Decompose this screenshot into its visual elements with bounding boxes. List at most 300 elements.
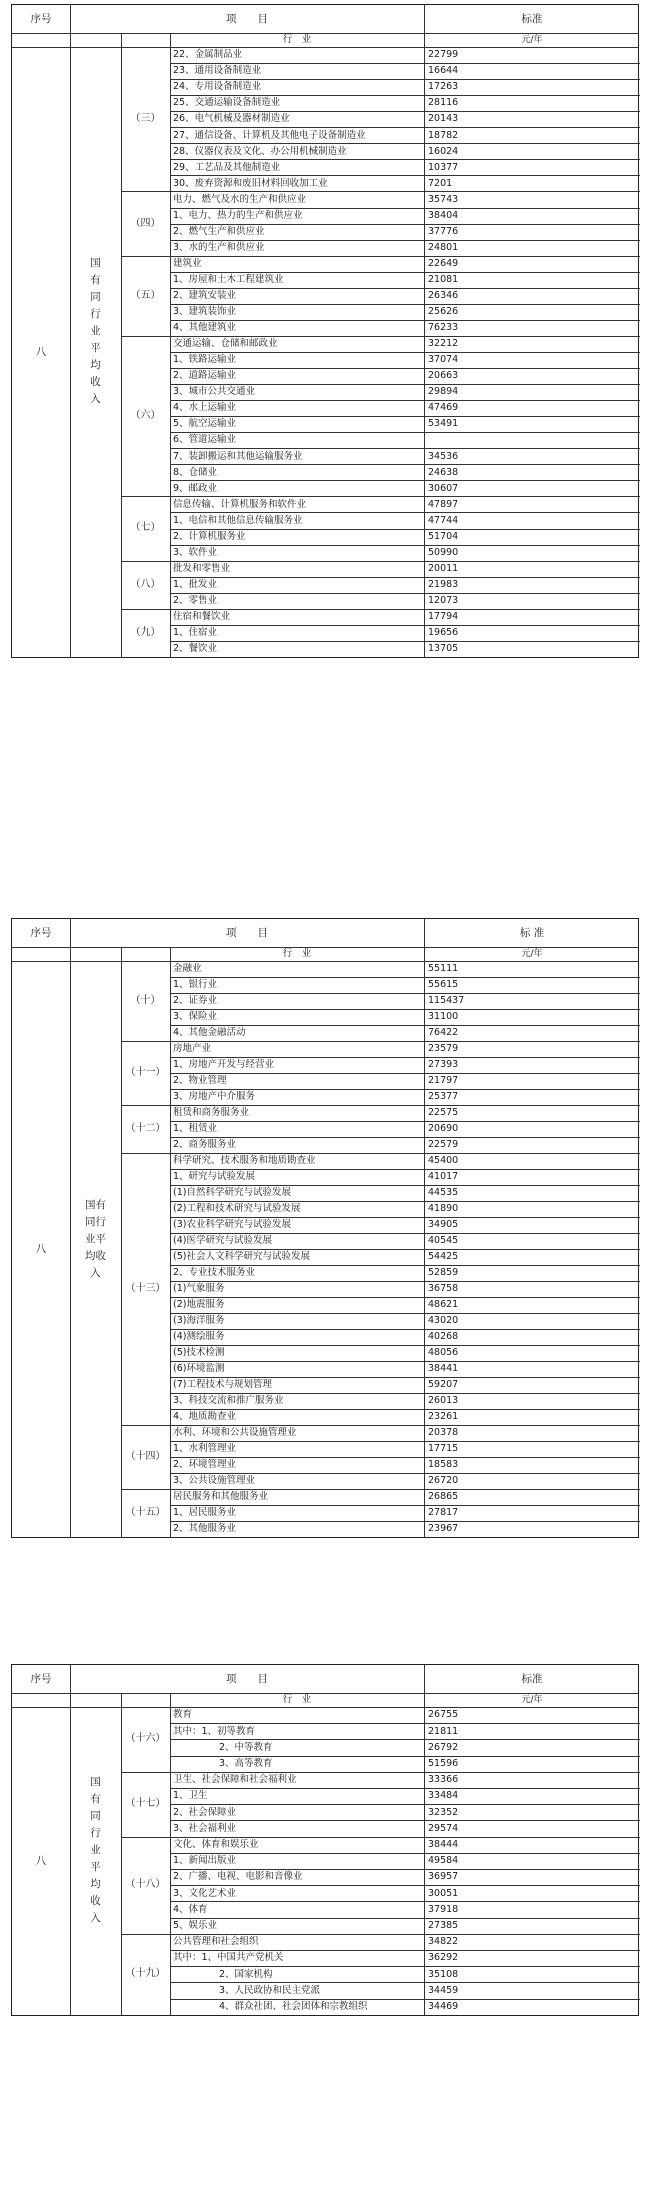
table-row-standard: 25626	[428, 306, 459, 318]
table-row-item: (1)自然科学研究与试验发展	[173, 1187, 291, 1199]
column-divider	[424, 5, 425, 657]
row-divider	[170, 63, 640, 64]
row-divider	[170, 1201, 640, 1202]
table-row-item: 教育	[173, 1709, 193, 1721]
table-row-item: 27、通信设备、计算机及其他电子设备制造业	[173, 129, 366, 141]
table-row-standard: 24801	[428, 241, 459, 253]
row-divider	[170, 240, 640, 241]
table-row-standard: 43020	[428, 1315, 459, 1327]
table-row-standard: 51704	[428, 530, 459, 542]
row-divider	[170, 143, 640, 144]
header-seq: 序号	[30, 926, 52, 939]
table-row-item: 3、城市公共交通业	[173, 386, 256, 398]
table-row-item: 1、电信和其他信息传输服务业	[173, 514, 303, 526]
table-row-item: 3、房地产中介服务	[173, 1091, 256, 1103]
row-divider	[170, 1918, 640, 1919]
row-divider	[170, 1233, 640, 1234]
group-label: （七）	[130, 522, 161, 534]
table-row-item: 4、其他建筑业	[173, 322, 237, 334]
section-label: 八	[35, 1242, 47, 1255]
table-row-item: 2、专业技术服务业	[173, 1267, 256, 1279]
table-row-item: 其中：1、初等教育	[173, 1725, 256, 1737]
row-divider	[170, 1361, 640, 1362]
row-divider	[170, 1982, 640, 1983]
table-row-item: (1)气象服务	[173, 1283, 225, 1295]
table-row-item: 2、物业管理	[173, 1075, 227, 1087]
row-divider	[12, 947, 638, 948]
table-row-item: 2、其他服务业	[173, 1523, 237, 1535]
category-vertical-label: 国有同行业平均收入	[90, 257, 101, 406]
table-row-standard: 23261	[428, 1411, 459, 1423]
column-divider	[121, 33, 122, 657]
table-row-item: 3、高等教育	[219, 1757, 273, 1769]
table-row-standard: 26755	[428, 1709, 459, 1721]
table-row-standard: 48056	[428, 1347, 459, 1359]
table-row-item: 3、水的生产和供应业	[173, 241, 265, 253]
table-row-item: 2、餐饮业	[173, 643, 218, 655]
table-row-standard: 55615	[428, 979, 459, 991]
table-row-item: 2、建筑安装业	[173, 290, 237, 302]
table-row-item: 1、铁路运输业	[173, 354, 237, 366]
row-divider	[170, 1345, 640, 1346]
column-divider	[170, 947, 171, 1537]
header-seq: 序号	[30, 12, 52, 25]
table-row-standard: 35743	[428, 193, 459, 205]
table-row-item: 2、国家机构	[219, 1968, 273, 1980]
table-row-item: 23、通用设备制造业	[173, 65, 262, 77]
group-label: （十五）	[125, 1507, 166, 1518]
header-industry: 行 业	[282, 948, 312, 960]
row-divider	[170, 416, 640, 417]
group-label: （四）	[130, 217, 161, 229]
row-divider	[170, 641, 640, 642]
table-row-item: 文化、体育和娱乐业	[173, 1838, 259, 1850]
row-divider	[170, 304, 640, 305]
table-row-standard: 27393	[428, 1059, 459, 1071]
row-divider	[170, 512, 640, 513]
column-divider	[70, 919, 71, 1537]
row-divider	[170, 175, 640, 176]
row-divider	[170, 400, 640, 401]
table-row-item: 3、社会福利业	[173, 1822, 237, 1834]
row-divider	[170, 1441, 640, 1442]
table-row-item: 1、银行业	[173, 979, 218, 991]
table-row-item: 信息传输、计算机服务和软件业	[173, 498, 307, 510]
table-row-item: 1、研究与试验发展	[173, 1171, 256, 1183]
table-row-item: (7)工程技术与规划管理	[173, 1379, 272, 1391]
group-label: （十九）	[125, 1968, 166, 1980]
row-divider	[170, 1025, 640, 1026]
group-label: （十）	[130, 995, 161, 1006]
group-label: （六）	[130, 410, 161, 422]
table-row-item: (2)工程和技术研究与试验发展	[173, 1203, 301, 1215]
table-row-standard: 36758	[428, 1283, 459, 1295]
row-divider	[170, 1297, 640, 1298]
table-row-standard: 35108	[428, 1968, 459, 1980]
row-divider	[170, 1820, 640, 1821]
table-row-standard: 22799	[428, 49, 459, 61]
table-row-item: 2、计算机服务业	[173, 530, 246, 542]
table-row-standard: 21811	[428, 1725, 459, 1737]
row-divider	[170, 1313, 640, 1314]
table-row-standard: 26792	[428, 1741, 459, 1753]
table-row-standard: 38444	[428, 1838, 459, 1850]
row-divider	[170, 1999, 640, 2000]
table-row-item: 6、管道运输业	[173, 434, 237, 446]
table-row-standard: 37776	[428, 225, 459, 237]
table-row-item: 房地产业	[173, 1043, 212, 1055]
table-row-standard: 30607	[428, 482, 459, 494]
table-row-standard: 38441	[428, 1363, 459, 1375]
table-row-standard: 20378	[428, 1427, 459, 1439]
table-row-standard: 76422	[428, 1027, 459, 1039]
table-row-standard: 19656	[428, 627, 459, 639]
row-divider	[170, 1057, 640, 1058]
income-standard-table	[11, 918, 639, 1538]
row-divider	[170, 1804, 640, 1805]
category-vertical-label: 国有同行业平均收入	[90, 1776, 101, 1925]
row-divider	[170, 448, 640, 449]
table-row-standard: 26720	[428, 1475, 459, 1487]
table-row-standard: 17715	[428, 1443, 459, 1455]
row-divider	[12, 1693, 638, 1694]
row-divider	[170, 368, 640, 369]
column-divider	[424, 919, 425, 1537]
row-divider	[170, 1089, 640, 1090]
column-divider	[170, 33, 171, 657]
column-divider	[70, 5, 71, 657]
row-divider	[170, 1788, 640, 1789]
table-row-item: (3)农业科学研究与试验发展	[173, 1219, 291, 1231]
row-divider	[170, 79, 640, 80]
table-row-standard: 10377	[428, 161, 459, 173]
row-divider	[170, 159, 640, 160]
row-divider	[170, 384, 640, 385]
table-row-item: 1、居民服务业	[173, 1507, 237, 1519]
table-row-item: 26、电气机械及器材制造业	[173, 113, 290, 125]
table-row-item: 电力、燃气及水的生产和供应业	[173, 193, 307, 205]
table-row-standard: 22649	[428, 257, 459, 269]
table-row-standard: 25377	[428, 1091, 459, 1103]
row-divider	[170, 1249, 640, 1250]
table-row-standard	[424, 432, 640, 448]
row-divider	[170, 1217, 640, 1218]
table-row-item: 3、科技交流和推广服务业	[173, 1395, 284, 1407]
group-label: （五）	[130, 289, 161, 301]
header-standard: 标 准	[519, 926, 545, 939]
group-label: （十三）	[125, 1283, 166, 1294]
table-row-standard: 54425	[428, 1251, 459, 1263]
table-row-item: 22、金属制品业	[173, 49, 243, 61]
table-row-standard: 76233	[428, 322, 459, 334]
table-row-standard: 22579	[428, 1139, 459, 1151]
table-row-item: 24、专用设备制造业	[173, 81, 262, 93]
table-row-standard: 28116	[428, 97, 459, 109]
table-row-standard: 30051	[428, 1887, 459, 1899]
row-divider	[170, 1009, 640, 1010]
table-row-item: 1、房屋和土木工程建筑业	[173, 273, 284, 285]
table-row-standard: 40268	[428, 1331, 459, 1343]
table-row-item: 2、中等教育	[219, 1741, 273, 1753]
table-row-standard: 27385	[428, 1919, 459, 1931]
row-divider	[170, 1457, 640, 1458]
table-row-item: 7、装卸搬运和其他运输服务业	[173, 450, 303, 462]
table-row-item: 1、水利管理业	[173, 1443, 237, 1455]
table-row-standard: 48621	[428, 1299, 459, 1311]
header-unit: 元/年	[521, 1694, 543, 1705]
header-item: 项 目	[226, 1672, 268, 1685]
table-row-item: (6)环境监测	[173, 1363, 225, 1375]
table-row-standard: 33366	[428, 1774, 459, 1786]
table-row-standard: 20011	[428, 562, 459, 574]
table-row-item: 建筑业	[173, 257, 202, 269]
table-row-standard: 18583	[428, 1459, 459, 1471]
table-row-item: 水利、环境和公共设施管理业	[173, 1427, 297, 1439]
row-divider	[170, 1169, 640, 1170]
table-row-item: 公共管理和社会组织	[173, 1936, 259, 1948]
row-divider	[170, 127, 640, 128]
table-row-standard: 34822	[428, 1936, 459, 1948]
header-standard: 标准	[521, 1672, 543, 1685]
table-row-standard: 26865	[428, 1491, 459, 1503]
table-row-standard: 47744	[428, 514, 459, 526]
table-row-item: 2、社会保障业	[173, 1806, 237, 1818]
column-divider	[121, 1693, 122, 2015]
row-divider	[170, 1885, 640, 1886]
row-divider	[170, 1756, 640, 1757]
row-divider	[170, 1853, 640, 1854]
table-row-standard: 52859	[428, 1267, 459, 1279]
group-label: （九）	[130, 626, 161, 638]
table-row-item: 28、仪器仪表及文化、办公用机械制造业	[173, 145, 347, 157]
table-row-standard: 40545	[428, 1235, 459, 1247]
table-row-standard: 115437	[428, 995, 465, 1007]
row-divider	[170, 577, 640, 578]
table-row-item: 2、证券业	[173, 995, 218, 1007]
row-divider	[170, 593, 640, 594]
table-row-standard: 34459	[428, 1984, 459, 1996]
table-row-item: 居民服务和其他服务业	[173, 1491, 269, 1503]
table-row-item: 3、保险业	[173, 1011, 218, 1023]
header-industry: 行 业	[282, 1694, 312, 1706]
table-row-standard: 26346	[428, 290, 459, 302]
row-divider	[170, 625, 640, 626]
table-row-item: 租赁和商务服务业	[173, 1107, 250, 1119]
table-row-standard: 49584	[428, 1855, 459, 1867]
table-row-standard: 17794	[428, 611, 459, 623]
table-row-standard: 34469	[428, 2000, 459, 2012]
row-divider	[170, 529, 640, 530]
table-row-item: (2)地震服务	[173, 1299, 225, 1311]
table-row-item: 2、商务服务业	[173, 1139, 237, 1151]
row-divider	[170, 545, 640, 546]
row-divider	[170, 1393, 640, 1394]
table-row-item: 1、批发业	[173, 578, 218, 590]
table-row-item: 8、仓储业	[173, 466, 218, 478]
table-row-standard: 26013	[428, 1395, 459, 1407]
row-divider	[170, 224, 640, 225]
table-row-standard: 18782	[428, 129, 459, 141]
table-row-item: 9、邮政业	[173, 482, 218, 494]
row-divider	[170, 1966, 640, 1967]
table-row-item: 5、娱乐业	[173, 1919, 218, 1931]
group-label: （十八）	[125, 1879, 166, 1891]
row-divider	[170, 352, 640, 353]
row-divider	[170, 993, 640, 994]
table-row-item: 3、建筑装饰业	[173, 306, 237, 318]
table-row-item: 4、群众社团、社会团体和宗教组织	[219, 2000, 368, 2012]
table-row-standard: 23967	[428, 1523, 459, 1535]
table-row-item: 29、工艺品及其他制造业	[173, 161, 281, 173]
group-label: （八）	[130, 578, 161, 590]
table-row-item: 1、住宿业	[173, 627, 218, 639]
table-row-standard: 37918	[428, 1903, 459, 1915]
row-divider	[170, 1473, 640, 1474]
header-item: 项 目	[226, 926, 268, 939]
table-row-item: 4、其他金融活动	[173, 1027, 246, 1039]
table-row-item: 1、租赁业	[173, 1123, 218, 1135]
table-row-item: 1、卫生	[173, 1790, 208, 1802]
table-row-item: 2、广播、电视、电影和音像业	[173, 1871, 303, 1883]
table-row-item: 3、软件业	[173, 546, 218, 558]
group-label: （十二）	[125, 1123, 166, 1134]
table-row-standard: 34536	[428, 450, 459, 462]
table-row-item: 25、交通运输设备制造业	[173, 97, 281, 109]
row-divider	[170, 1121, 640, 1122]
table-row-item: (3)海洋服务	[173, 1315, 225, 1327]
table-row-item: 交通运输、仓储和邮政业	[173, 338, 278, 350]
header-seq: 序号	[30, 1672, 52, 1685]
table-row-item: 批发和零售业	[173, 562, 231, 574]
row-divider	[170, 1185, 640, 1186]
table-row-standard: 59207	[428, 1379, 459, 1391]
row-divider	[170, 1265, 640, 1266]
row-divider	[12, 33, 638, 34]
table-row-standard: 29574	[428, 1822, 459, 1834]
table-row-item: 5、航空运输业	[173, 418, 237, 430]
table-row-item: 科学研究、技术服务和地质勘查业	[173, 1155, 316, 1167]
group-label: （十一）	[125, 1067, 166, 1078]
row-divider	[170, 977, 640, 978]
table-row-item: 2、环境管理业	[173, 1459, 237, 1471]
header-standard: 标准	[521, 12, 543, 25]
table-row-standard: 34905	[428, 1219, 459, 1231]
table-row-standard: 45400	[428, 1155, 459, 1167]
income-standard-table	[11, 4, 639, 658]
table-row-standard: 44535	[428, 1187, 459, 1199]
row-divider	[170, 320, 640, 321]
table-row-standard: 12073	[428, 594, 459, 606]
table-row-item: 3、人民政协和民主党派	[219, 1984, 321, 1996]
row-divider	[170, 95, 640, 96]
row-divider	[170, 1329, 640, 1330]
table-row-item: 1、房地产开发与经营业	[173, 1059, 275, 1071]
table-row-item: 住宿和餐饮业	[173, 611, 231, 623]
table-row-item: 4、水上运输业	[173, 402, 237, 414]
row-divider	[170, 1073, 640, 1074]
row-divider	[170, 464, 640, 465]
category-vertical-label: 国有同行业平均收入	[85, 1198, 106, 1279]
group-label: （十六）	[125, 1733, 166, 1745]
column-divider	[70, 1665, 71, 2015]
table-row-standard: 41017	[428, 1171, 459, 1183]
table-row-standard: 47897	[428, 498, 459, 510]
row-divider	[170, 111, 640, 112]
row-divider	[170, 432, 640, 433]
table-row-standard: 47469	[428, 402, 459, 414]
table-row-standard: 21081	[428, 273, 459, 285]
group-label: （十四）	[125, 1451, 166, 1462]
table-row-item: 2、道路运输业	[173, 370, 237, 382]
table-row-standard: 32352	[428, 1806, 459, 1818]
table-row-standard: 7201	[428, 177, 453, 189]
table-row-standard: 23579	[428, 1043, 459, 1055]
table-row-item: (5)社会人文科学研究与试验发展	[173, 1251, 310, 1263]
row-divider	[170, 288, 640, 289]
row-divider	[170, 1409, 640, 1410]
table-row-item: 1、电力、热力的生产和供应业	[173, 209, 303, 221]
table-row-item: 其中：1、中国共产党机关	[173, 1952, 284, 1964]
group-label: （十七）	[125, 1798, 166, 1810]
column-divider	[170, 1693, 171, 2015]
table-row-item: 3、文化艺术业	[173, 1887, 237, 1899]
row-divider	[170, 480, 640, 481]
header-industry: 行 业	[282, 34, 312, 46]
table-row-standard: 50990	[428, 546, 459, 558]
section-label: 八	[35, 1854, 47, 1867]
row-divider	[170, 1950, 640, 1951]
table-row-item: 4、体育	[173, 1903, 208, 1915]
table-row-standard: 17263	[428, 81, 459, 93]
table-row-item: 2、零售业	[173, 594, 218, 606]
table-row-standard: 51596	[428, 1757, 459, 1769]
table-row-item: (4)测绘服务	[173, 1331, 225, 1343]
table-row-standard: 20663	[428, 370, 459, 382]
table-row-standard: 21797	[428, 1075, 459, 1087]
table-row-standard: 16644	[428, 65, 459, 77]
row-divider	[170, 1505, 640, 1506]
table-row-item: 卫生、社会保障和社会福利业	[173, 1774, 297, 1786]
table-row-standard: 36292	[428, 1952, 459, 1964]
table-row-standard: 55111	[428, 963, 459, 975]
header-unit: 元/年	[521, 34, 543, 45]
table-row-item: 2、燃气生产和供应业	[173, 225, 265, 237]
table-row-standard: 38404	[428, 209, 459, 221]
row-divider	[170, 1281, 640, 1282]
column-divider	[424, 1665, 425, 2015]
row-divider	[170, 1901, 640, 1902]
table-row-standard: 20143	[428, 113, 459, 125]
table-row-standard: 33484	[428, 1790, 459, 1802]
table-row-standard: 31100	[428, 1011, 459, 1023]
row-divider	[170, 1137, 640, 1138]
table-row-standard: 22575	[428, 1107, 459, 1119]
table-row-standard: 21983	[428, 578, 459, 590]
table-row-item: (5)技术检测	[173, 1347, 225, 1359]
table-row-standard: 41890	[428, 1203, 459, 1215]
table-row-item: 1、新闻出版业	[173, 1855, 237, 1867]
row-divider	[170, 272, 640, 273]
column-divider	[121, 947, 122, 1537]
row-divider	[170, 208, 640, 209]
table-row-standard: 29894	[428, 386, 459, 398]
header-item: 项 目	[226, 12, 268, 25]
table-row-item: 金融业	[173, 963, 202, 975]
section-label: 八	[35, 345, 47, 358]
row-divider	[170, 1723, 640, 1724]
table-row-standard: 32212	[428, 338, 459, 350]
table-row-standard: 27817	[428, 1507, 459, 1519]
